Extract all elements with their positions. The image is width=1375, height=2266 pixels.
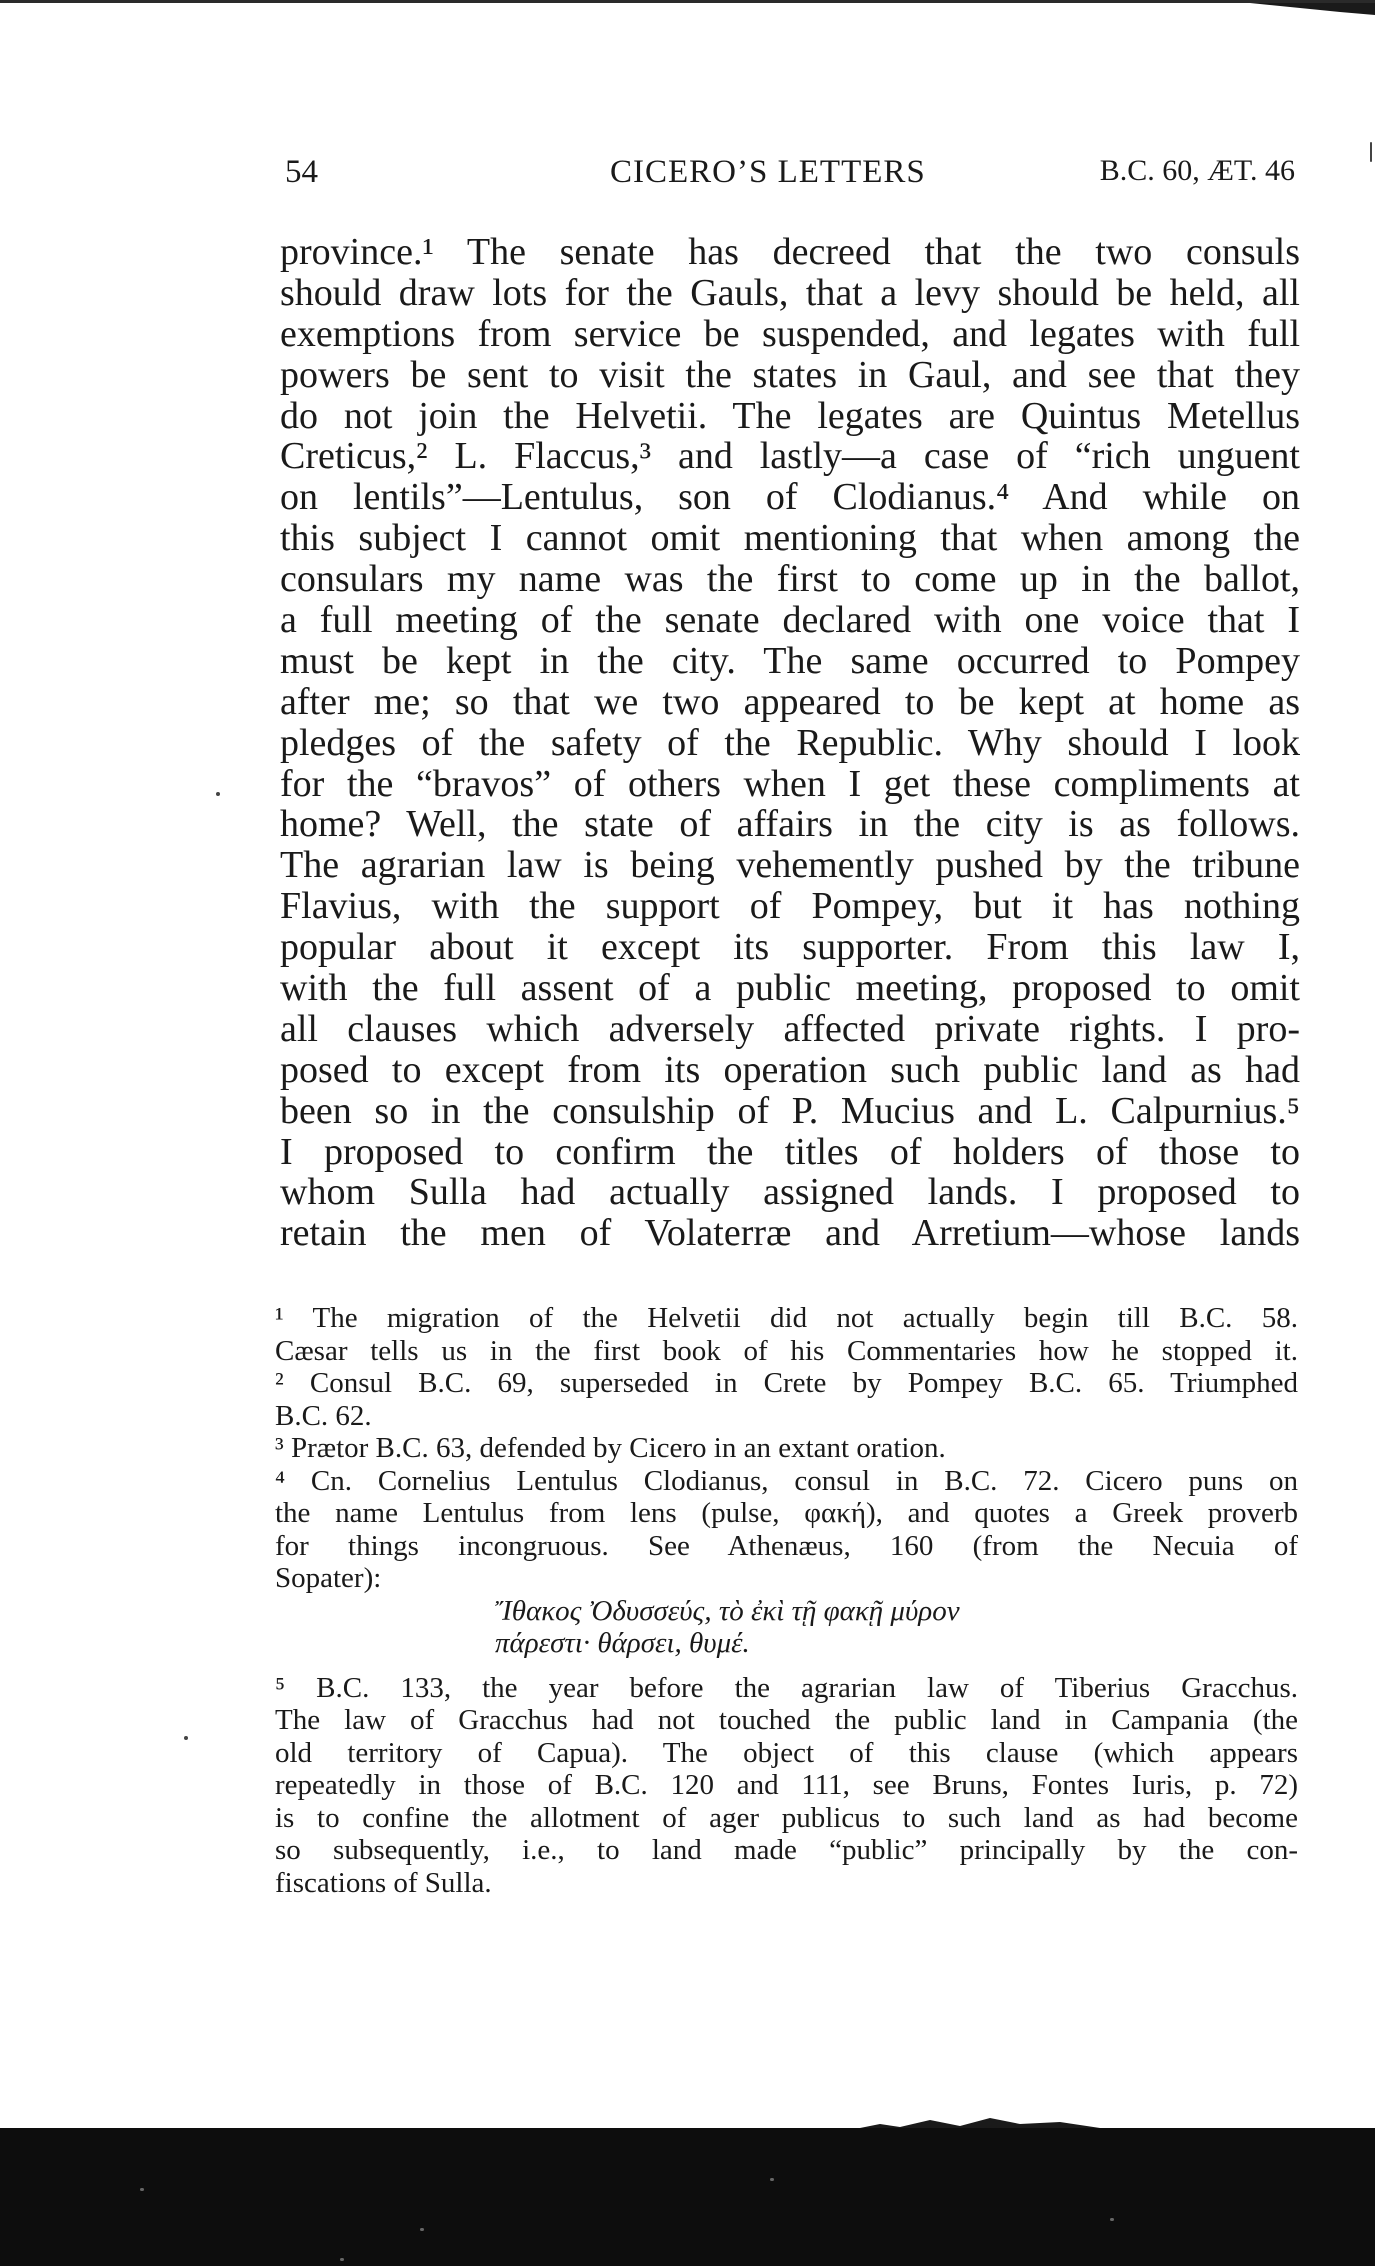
running-title: CICERO’S LETTERS (610, 154, 926, 190)
margin-speck (216, 792, 220, 796)
footnote-5-line: The law of Gracchus had not touched the public land in Campania (the (275, 1704, 1298, 1736)
body-line: retain the men of Volaterræ and Arretium—whose lands (280, 1212, 1300, 1255)
greek-proverb-line: Ἴθακος Ὀδυσσεύς, τὸ ἐκὶ τῇ φακῇ μύρον (495, 1594, 960, 1627)
margin-speck (184, 1736, 188, 1740)
dust-speck (420, 2228, 424, 2231)
body-line: province.¹ The senate has decreed that the two consuls (280, 231, 1300, 273)
footnote-5-line: old territory of Capua). The object of this clause (which appears (275, 1736, 1298, 1769)
body-line: exemptions from service be suspended, and legates with full (280, 312, 1300, 355)
running-header (285, 154, 1295, 204)
footnote-2-line: ² Consul B.C. 69, superseded in Crete by Pompey B.C. 65. Triumphed (275, 1367, 1298, 1399)
footnote-4-line: the name Lentulus from lens (pulse, φακή), and quotes a Greek proverb (275, 1497, 1298, 1529)
dust-speck (1110, 2218, 1114, 2221)
body-line: do not join the Helvetii. The legates are Quintus Metellus (280, 394, 1300, 437)
footnote-4-line: ⁴ Cn. Cornelius Lentulus Clodianus, consul in B.C. 72. Cicero puns on (275, 1464, 1298, 1497)
body-line: posed to except from its operation such public land as had (280, 1048, 1300, 1091)
body-line: should draw lots for the Gauls, that a levy should be held, all (280, 271, 1300, 314)
margin-speck (1370, 142, 1372, 162)
dust-speck (770, 2178, 774, 2181)
letter-body (280, 232, 1300, 1254)
greek-proverb-line: πάρεστι· θάρσει, θυμέ. (495, 1627, 750, 1659)
footnote-5-line: ⁵ B.C. 133, the year before the agrarian law of Tiberius Gracchus. (275, 1671, 1298, 1704)
footnotes (275, 1302, 1298, 1899)
body-line: The agrarian law is being vehemently pushed by the tribune (280, 844, 1300, 887)
scan-edge-shadow (0, 2128, 1375, 2266)
body-line: this subject I cannot omit mentioning that when among the (280, 517, 1300, 560)
body-line: for the “bravos” of others when I get these compliments at (280, 762, 1300, 805)
body-line: Flavius, with the support of Pompey, but it has nothing (280, 885, 1300, 928)
body-line: popular about it except its supporter. From this law I, (280, 926, 1300, 969)
footnote-1-line: ¹ The migration of the Helvetii did not actually begin till B.C. 58. (275, 1302, 1298, 1334)
footnote-5-line: fiscations of Sulla. (275, 1866, 492, 1899)
body-line: must be kept in the city. The same occurred to Pompey (280, 639, 1300, 682)
body-line: Creticus,² L. Flaccus,³ and lastly—a case of “rich unguent (280, 435, 1300, 478)
body-line: a full meeting of the senate declared with one voice that I (280, 599, 1300, 642)
body-line: whom Sulla had actually assigned lands. I proposed to (280, 1171, 1300, 1214)
footnote-3-line: ³ Prætor B.C. 63, defended by Cicero in an extant oration. (275, 1432, 946, 1464)
date-line: B.C. 60, ÆT. 46 (1099, 154, 1295, 187)
footnote-2-line: B.C. 62. (275, 1399, 372, 1432)
footnote-5-line: so subsequently, i.e., to land made “public” principally by the con- (275, 1834, 1298, 1866)
footnote-gap (275, 1660, 1298, 1672)
page-top-edge-rule (0, 0, 1375, 16)
footnote-1-line: Cæsar tells us in the first book of his Commentaries how he stopped it. (275, 1334, 1298, 1367)
body-line: all clauses which adversely affected private rights. I pro- (280, 1007, 1300, 1050)
body-line: I proposed to confirm the titles of holders of those to (280, 1130, 1300, 1173)
body-line: on lentils”—Lentulus, son of Clodianus.⁴ And while on (280, 476, 1300, 519)
footnote-5-line: repeatedly in those of B.C. 120 and 111, see Bruns, Fontes Iuris, p. 72) (275, 1769, 1298, 1801)
body-line: home? Well, the state of affairs in the city is as follows. (280, 803, 1300, 846)
body-line: been so in the consulship of P. Mucius and L. Calpurnius.⁵ (280, 1089, 1300, 1132)
dust-speck (140, 2188, 144, 2191)
body-line: powers be sent to visit the states in Gaul, and see that they (280, 353, 1300, 396)
body-line: pledges of the safety of the Republic. Why should I look (280, 721, 1300, 764)
page-number: 54 (285, 154, 318, 190)
body-line: with the full assent of a public meeting, proposed to omit (280, 967, 1300, 1010)
footnote-4-line: Sopater): (275, 1562, 382, 1594)
footnote-4-line: for things incongruous. See Athenæus, 160 (from the Necuia of (275, 1529, 1298, 1562)
body-line: after me; so that we two appeared to be kept at home as (280, 680, 1300, 723)
footnote-5-line: is to confine the allotment of ager publicus to such land as had become (275, 1801, 1298, 1834)
binding-edge-mark (0, 2100, 1375, 2130)
dust-speck (340, 2258, 344, 2261)
body-line: consulars my name was the first to come up in the ballot, (280, 558, 1300, 601)
